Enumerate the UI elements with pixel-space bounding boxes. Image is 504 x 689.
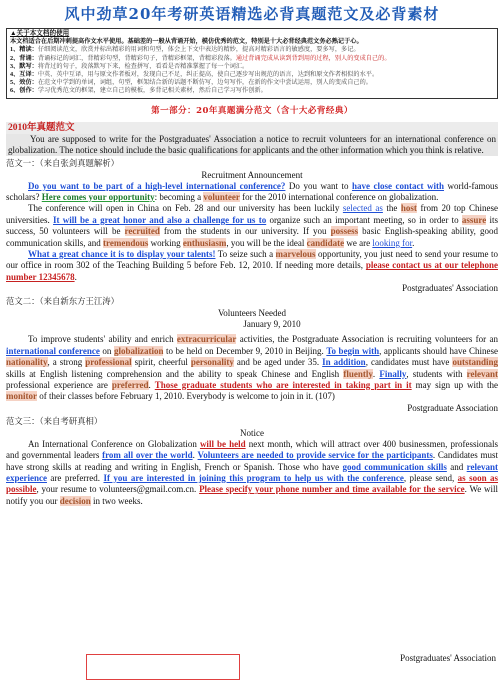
page-title: 风中劲草20年考研英语精选必背真题范文及必背素材 — [64, 5, 440, 23]
highlighted-phrase: In addition — [322, 357, 366, 368]
highlighted-phrase: looking for — [372, 237, 413, 248]
notice-lead: 本文档适合在后期冲刺提高作文水平使用。基础差的一般从背诵开始，模仿优秀的范文，特别是十大必背经典范文务必熟记于心。 — [10, 38, 363, 46]
text-run: and — [446, 461, 467, 472]
essay-three-signature: Postgraduates' Association — [400, 653, 496, 663]
highlighted-phrase: relevant — [466, 368, 498, 379]
notice-item — [10, 46, 494, 54]
notice-item-number: 4、 — [10, 71, 20, 79]
text-run: . — [148, 379, 155, 390]
highlighted-phrase: possess — [330, 226, 359, 237]
highlighted-phrase: from all over the world — [102, 450, 193, 461]
highlighted-phrase: It will be a great honor and also a challenge for us to — [53, 214, 267, 225]
notice-item-key: 互译： — [19, 71, 38, 79]
notice-item — [10, 63, 494, 71]
highlighted-phrase: good communication skills — [342, 461, 447, 472]
notice-item-key: 创作： — [19, 87, 38, 95]
notice-item-emphasis: 通过背诵完成从读到背到用的过程，别人的变成自己的。 — [235, 54, 391, 62]
notice-item-key: 背诵： — [19, 54, 38, 62]
notice-item-key: 效仿： — [19, 79, 38, 87]
text-run: opportunity, you just need to send your resume to our office in room 302 of the Teaching Building 5 before Feb. 12, 2010. If needing more details, — [6, 249, 498, 271]
highlighted-phrase: assure — [461, 214, 487, 225]
essay-one-paragraph-2 — [6, 203, 498, 249]
text-run: , your resume to volunteers@gmail.com.cn. — [36, 484, 200, 495]
text-run: The conference will open in China on Feb. 28 and our university has been luckily — [28, 203, 343, 214]
highlighted-phrase: volunteer — [203, 192, 240, 203]
notice-item-text: 仔细阅读范文，欣赏并标出精彩的用词和句型，体会上下文中表达的精妙，提高对精彩语言的敏感度，要多写，多记。 — [37, 46, 360, 54]
highlighted-phrase: Volunteers are needed to provide service for the participants — [197, 450, 433, 461]
text-run: in two weeks. — [90, 495, 143, 506]
highlighted-phrase: host — [400, 203, 417, 214]
highlighted-phrase: as soon as possible — [6, 472, 499, 495]
text-run: professional experience are — [6, 379, 112, 390]
highlighted-phrase: globalization — [113, 345, 164, 356]
essay-one-heading: Recruitment Announcement — [201, 169, 303, 180]
notice-item-text: 将背过的句子，段落默写下来，检查拼写，看看是否精准掌握了每一个词汇。 — [37, 62, 249, 70]
essay-two-date: January 9, 2010 — [243, 319, 301, 330]
text-run: spirit, cheerful — [131, 357, 191, 368]
highlighted-phrase: What a great chance it is to display your talents! — [28, 249, 216, 260]
text-run: to be held on December 9, 2010 in Beijing. — [163, 345, 327, 356]
text-run: , a strong — [47, 357, 86, 368]
part-heading: 第一部分：20年真题满分范文（含十大必背经典） — [151, 105, 353, 116]
highlighted-phrase: have close contact with — [351, 180, 444, 191]
essay-two-paragraph-1 — [6, 334, 498, 402]
highlighted-phrase: nationality — [6, 357, 48, 368]
highlighted-phrase: extracurricular — [176, 334, 237, 345]
text-run: for the 2010 international conference on globalization. — [239, 192, 439, 203]
highlighted-phrase: Finally — [379, 368, 407, 379]
essay-one-paragraph-3 — [6, 249, 498, 283]
usage-notice-box — [6, 28, 498, 99]
essay-three-paragraph-1 — [6, 439, 498, 507]
text-run: its success, 50 volunteers will be — [6, 214, 499, 237]
essay-two-signature: Postgraduate Association — [407, 402, 498, 413]
essay-one-paragraph-1 — [6, 181, 498, 204]
text-run: . — [372, 368, 380, 379]
notice-item-key: 精读： — [19, 46, 38, 54]
text-run: . — [412, 237, 415, 248]
highlighted-phrase: marvelous — [275, 249, 316, 260]
text-run: , you will be the ideal — [226, 237, 307, 248]
text-run: , candidates must have — [365, 357, 453, 368]
text-run: skills at English listening comprehension and the ability to speak Chinese and English — [6, 368, 344, 379]
text-run: , please send, — [403, 472, 458, 483]
text-run: of their classes before February 1, 2010. Everybody is welcome to join in it. (107) — [37, 391, 335, 402]
highlighted-phrase: international conference — [6, 345, 100, 356]
text-run: : becoming a — [154, 192, 204, 203]
text-run: from 20 top Chinese universities. — [6, 203, 498, 225]
highlighted-phrase: tremendous — [103, 237, 149, 248]
highlighted-phrase: monitor — [6, 391, 37, 402]
text-run: next month, which will attract over 400 businessmen, professionals and governmental leaders — [6, 438, 498, 461]
highlighted-phrase: relevant experience — [6, 461, 498, 483]
notice-item — [10, 55, 494, 63]
text-run: the — [382, 203, 401, 214]
notice-item-text: 学习优秀范文的框架，建立自己的模板，多背记相关素材，然后自己学习写作创新。 — [37, 87, 267, 95]
highlighted-phrase: outstanding — [452, 357, 498, 368]
highlighted-phrase: To begin with — [326, 345, 380, 356]
highlighted-phrase: professional — [85, 357, 132, 368]
text-run: organize such an important meeting, so in order to — [266, 214, 462, 225]
essay-prompt: You are supposed to write for the Postgraduates' Association a notice to recruit volunteers for an international conference on globalization. The notice should include the basic qualifications for applicants and the other information which you think is relative. — [8, 133, 496, 155]
highlighted-phrase: fluently — [343, 368, 373, 379]
highlighted-phrase: Do you want to be part of a high-level international conference? — [28, 180, 286, 191]
notice-item-number: 3、 — [10, 62, 20, 70]
text-run: are preferred. — [46, 472, 104, 483]
notice-item-text: 在范文中学到的单词，词组，句型，框架结合新的话题不断仿写，边句写作，在新的作文中尝试运用，别人的变成自己的。 — [37, 79, 372, 87]
highlighted-phrase: Those graduate students who are interested in taking part in it — [154, 379, 412, 390]
notice-items — [10, 46, 494, 95]
text-run: To seize such a — [215, 249, 276, 260]
text-run: . — [192, 450, 198, 461]
highlighted-phrase: Here comes your opportunity — [41, 192, 155, 203]
essay-one-signature: Postgraduates' Association — [402, 283, 498, 294]
highlighted-phrase: personality — [190, 357, 234, 368]
notice-heading: ▲关于本文档的使用 — [10, 30, 70, 37]
highlighted-phrase: preferred — [111, 379, 149, 390]
notice-item-number: 1、 — [10, 46, 20, 54]
notice-item-text: 背诵标记的词汇，背精彩句型，背精彩句子，背精彩框架，背精彩段落。 — [37, 54, 236, 62]
highlighted-phrase: If you are interested in joining this program to help us with the conference — [103, 472, 404, 483]
text-run: activities, the Postgraduate Association is recruiting volunteers for an — [236, 334, 498, 345]
highlighted-phrase: Please specify your phone number and time available for the service — [199, 484, 465, 495]
notice-item — [10, 87, 494, 95]
notice-item-number: 5、 — [10, 79, 20, 87]
notice-item-number: 2、 — [10, 54, 20, 62]
text-run: basic English-speaking ability, good communication skills, and — [6, 226, 498, 248]
text-run: we are — [344, 237, 373, 248]
text-run: , applicants should have Chinese — [379, 345, 498, 356]
text-run: and be aged under 35. — [233, 357, 323, 368]
notice-item — [10, 71, 494, 79]
notice-item-key: 默写： — [19, 62, 38, 70]
text-run: world-famous scholars? — [6, 180, 498, 203]
text-run: from the students in our university. If you — [159, 226, 331, 237]
highlighted-phrase: enthusiasm — [182, 237, 227, 248]
highlighted-phrase: selected as — [342, 203, 383, 214]
text-run: may sign up with the — [411, 379, 499, 390]
essay-one-label: 范文一：（来自张剑真题解析） — [6, 157, 120, 168]
text-run: working — [148, 237, 183, 248]
essay-two-label: 范文二：（来自新东方王江涛） — [6, 296, 120, 307]
essay-three-heading: Notice — [240, 427, 264, 438]
text-run: on — [99, 345, 114, 356]
text-run: To improve students' ability and enrich — [28, 334, 177, 345]
highlighted-phrase: candidate — [306, 237, 345, 248]
highlighted-phrase: will be held — [199, 438, 246, 449]
notice-item-text: 中英、英中互译，用与原文作者板对，发现自己不足，纠正提高，使自己逐步写出规范的语言，达到和原文作者相似的水平。 — [37, 71, 379, 79]
text-run: An International Conference on Globalization — [28, 438, 200, 449]
highlighted-phrase: recruited — [124, 226, 160, 237]
text-run: . We will notify you our — [6, 484, 498, 506]
text-run: Do you want to — [285, 180, 352, 191]
essay-two-heading: Volunteers Needed — [217, 308, 287, 319]
text-run: . Candidates must have strong skills at reading and writing in English, French or Spanish. Those who have — [6, 450, 499, 472]
highlighted-phrase: decision — [59, 495, 91, 506]
text-run: . — [74, 271, 77, 282]
highlighted-phrase: please contact us at our telephone number 12345678 — [6, 260, 499, 282]
red-outline-box — [86, 654, 240, 680]
essay-three-label: 范文三：（来自考研真相） — [6, 415, 103, 426]
text-run: , students with — [406, 368, 467, 379]
notice-item-number: 6、 — [10, 87, 20, 95]
year-heading: 2010年真题范文 — [6, 122, 498, 134]
